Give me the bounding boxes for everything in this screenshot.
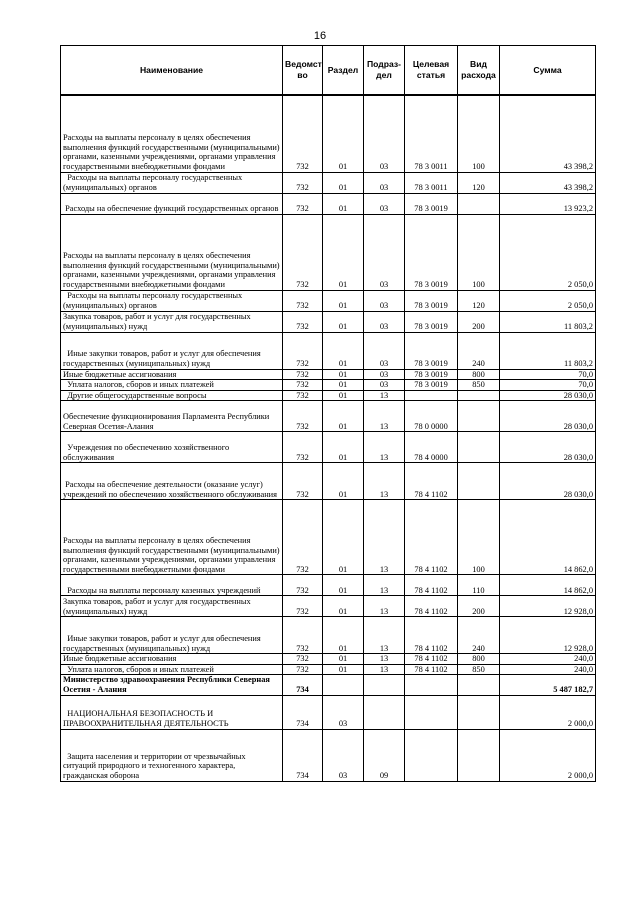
table-row: [61, 369, 596, 380]
row-section-cell: 01: [323, 380, 364, 391]
row-section-cell: 01: [323, 214, 364, 290]
row-sum-cell: 28 030,0: [500, 432, 596, 463]
row-subsection-cell: 13: [364, 432, 405, 463]
row-name-cell: Другие общегосударственные вопросы: [61, 390, 283, 401]
row-expense-kind-cell: 240: [458, 332, 500, 369]
table-row: [61, 575, 596, 596]
row-sum-cell: 11 803,2: [500, 332, 596, 369]
row-subsection-cell: 13: [364, 401, 405, 432]
header-subsection: Подраз- дел: [364, 46, 405, 96]
row-sum-cell: 14 862,0: [500, 500, 596, 575]
row-section-cell: 01: [323, 95, 364, 172]
table-row: [61, 311, 596, 332]
table-row: [61, 500, 596, 575]
row-expense-kind-cell: [458, 193, 500, 214]
row-sum-cell: 14 862,0: [500, 575, 596, 596]
row-target-article-cell: [405, 390, 458, 401]
row-name-cell: Расходы на выплаты персоналу в целях обеспечения выполнения функций государственными (муниципальными) органами, казенными учреждениями, органами управления государственными внебюджетными фондами: [61, 214, 283, 290]
row-subsection-cell: 03: [364, 332, 405, 369]
row-department-cell: 732: [283, 654, 323, 665]
row-expense-kind-cell: 100: [458, 95, 500, 172]
row-sum-cell: 2 000,0: [500, 729, 596, 781]
row-section-cell: 01: [323, 369, 364, 380]
table-row: [61, 596, 596, 617]
table-row: [61, 617, 596, 654]
row-target-article-cell: 78 3 0011: [405, 95, 458, 172]
table-body: [61, 95, 596, 781]
row-section-cell: 01: [323, 432, 364, 463]
row-target-article-cell: [405, 729, 458, 781]
row-department-cell: 732: [283, 380, 323, 391]
row-department-cell: 732: [283, 311, 323, 332]
table-row: [61, 432, 596, 463]
header-department: Ведомст во: [283, 46, 323, 96]
row-target-article-cell: 78 3 0019: [405, 380, 458, 391]
row-section-cell: 03: [323, 729, 364, 781]
row-expense-kind-cell: 850: [458, 380, 500, 391]
table-row: [61, 380, 596, 391]
row-section-cell: 01: [323, 390, 364, 401]
row-name-cell: Обеспечение функционирования Парламента Республики Северная Осетия-Алания: [61, 401, 283, 432]
row-name-cell: Расходы на выплаты персоналу в целях обеспечения выполнения функций государственными (муниципальными) органами, казенными учреждениями, органами управления государственными внебюджетными фондами: [61, 95, 283, 172]
row-target-article-cell: 78 4 1102: [405, 500, 458, 575]
row-subsection-cell: 13: [364, 500, 405, 575]
row-subsection-cell: 03: [364, 214, 405, 290]
row-section-cell: 01: [323, 664, 364, 675]
row-sum-cell: 5 487 182,7: [500, 675, 596, 695]
row-name-cell: Защита населения и территории от чрезвычайных ситуаций природного и техногенного характера, гражданская оборона: [61, 729, 283, 781]
row-expense-kind-cell: [458, 729, 500, 781]
row-department-cell: 732: [283, 432, 323, 463]
row-expense-kind-cell: 110: [458, 575, 500, 596]
row-subsection-cell: 13: [364, 664, 405, 675]
row-expense-kind-cell: [458, 695, 500, 729]
row-expense-kind-cell: 800: [458, 369, 500, 380]
row-subsection-cell: [364, 675, 405, 695]
row-target-article-cell: 78 4 1102: [405, 596, 458, 617]
row-sum-cell: 2 000,0: [500, 695, 596, 729]
row-name-cell: Расходы на выплаты персоналу казенных учреждений: [61, 575, 283, 596]
row-expense-kind-cell: 100: [458, 214, 500, 290]
row-department-cell: 732: [283, 596, 323, 617]
row-name-cell: Иные бюджетные ассигнования: [61, 369, 283, 380]
row-section-cell: 01: [323, 500, 364, 575]
table-row: [61, 695, 596, 729]
row-department-cell: 732: [283, 401, 323, 432]
row-target-article-cell: 78 4 0000: [405, 432, 458, 463]
row-name-cell: Иные закупки товаров, работ и услуг для обеспечения государственных (муниципальных) нужд: [61, 332, 283, 369]
row-expense-kind-cell: [458, 432, 500, 463]
row-name-cell: Иные закупки товаров, работ и услуг для обеспечения государственных (муниципальных) нужд: [61, 617, 283, 654]
row-subsection-cell: 09: [364, 729, 405, 781]
row-subsection-cell: 03: [364, 193, 405, 214]
header-name: Наименование: [61, 46, 283, 96]
row-expense-kind-cell: [458, 401, 500, 432]
row-department-cell: 732: [283, 95, 323, 172]
row-name-cell: Уплата налогов, сборов и иных платежей: [61, 664, 283, 675]
table-row: [61, 390, 596, 401]
row-subsection-cell: 03: [364, 369, 405, 380]
row-name-cell: Закупка товаров, работ и услуг для государственных (муниципальных) нужд: [61, 596, 283, 617]
row-expense-kind-cell: [458, 463, 500, 500]
row-sum-cell: 240,0: [500, 664, 596, 675]
table-row: [61, 675, 596, 695]
row-sum-cell: 43 398,2: [500, 172, 596, 193]
row-subsection-cell: 03: [364, 290, 405, 311]
table-row: [61, 729, 596, 781]
row-target-article-cell: 78 3 0019: [405, 214, 458, 290]
row-department-cell: 732: [283, 664, 323, 675]
row-expense-kind-cell: 120: [458, 172, 500, 193]
header-sum: Сумма: [500, 46, 596, 96]
row-name-cell: Расходы на выплаты персоналу в целях обеспечения выполнения функций государственными (муниципальными) органами, казенными учреждениями, органами управления государственными внебюджетными фондами: [61, 500, 283, 575]
row-subsection-cell: 03: [364, 380, 405, 391]
header-target-article: Целевая статья: [405, 46, 458, 96]
row-sum-cell: 28 030,0: [500, 401, 596, 432]
row-sum-cell: 2 050,0: [500, 290, 596, 311]
row-target-article-cell: 78 3 0019: [405, 332, 458, 369]
row-sum-cell: 12 928,0: [500, 596, 596, 617]
row-subsection-cell: 03: [364, 95, 405, 172]
row-expense-kind-cell: 120: [458, 290, 500, 311]
row-sum-cell: 28 030,0: [500, 390, 596, 401]
row-subsection-cell: 13: [364, 654, 405, 665]
row-name-cell: Расходы на обеспечение функций государственных органов: [61, 193, 283, 214]
table-row: [61, 95, 596, 172]
row-expense-kind-cell: 850: [458, 664, 500, 675]
row-expense-kind-cell: 200: [458, 596, 500, 617]
row-sum-cell: 11 803,2: [500, 311, 596, 332]
row-section-cell: 03: [323, 695, 364, 729]
row-sum-cell: 12 928,0: [500, 617, 596, 654]
row-name-cell: Закупка товаров, работ и услуг для государственных (муниципальных) нужд: [61, 311, 283, 332]
row-target-article-cell: 78 3 0011: [405, 172, 458, 193]
table-row: [61, 290, 596, 311]
row-target-article-cell: 78 4 1102: [405, 463, 458, 500]
row-section-cell: [323, 675, 364, 695]
row-sum-cell: 240,0: [500, 654, 596, 665]
table-row: [61, 193, 596, 214]
table-row: [61, 401, 596, 432]
table-row: [61, 664, 596, 675]
row-name-cell: Расходы на обеспечение деятельности (оказание услуг) учреждений по обеспечению хозяйственного обслуживания: [61, 463, 283, 500]
row-name-cell: Иные бюджетные ассигнования: [61, 654, 283, 665]
row-sum-cell: 43 398,2: [500, 95, 596, 172]
row-subsection-cell: 13: [364, 617, 405, 654]
row-section-cell: 01: [323, 617, 364, 654]
row-target-article-cell: 78 3 0019: [405, 193, 458, 214]
row-department-cell: 732: [283, 290, 323, 311]
page-number: 16: [313, 30, 327, 42]
row-sum-cell: 70,0: [500, 369, 596, 380]
row-department-cell: 732: [283, 500, 323, 575]
row-section-cell: 01: [323, 654, 364, 665]
row-sum-cell: 70,0: [500, 380, 596, 391]
row-department-cell: 732: [283, 463, 323, 500]
table-row: [61, 654, 596, 665]
row-section-cell: 01: [323, 401, 364, 432]
row-department-cell: 732: [283, 172, 323, 193]
row-target-article-cell: 78 3 0019: [405, 290, 458, 311]
table-row: [61, 463, 596, 500]
row-target-article-cell: 78 4 1102: [405, 664, 458, 675]
row-department-cell: 732: [283, 390, 323, 401]
row-section-cell: 01: [323, 290, 364, 311]
row-target-article-cell: 78 4 1102: [405, 617, 458, 654]
row-subsection-cell: 13: [364, 463, 405, 500]
row-target-article-cell: 78 3 0019: [405, 311, 458, 332]
row-department-cell: 732: [283, 193, 323, 214]
row-section-cell: 01: [323, 575, 364, 596]
table-row: [61, 332, 596, 369]
header-expense-kind: Вид расхода: [458, 46, 500, 96]
row-target-article-cell: [405, 675, 458, 695]
row-sum-cell: 2 050,0: [500, 214, 596, 290]
row-department-cell: 734: [283, 729, 323, 781]
row-department-cell: 732: [283, 617, 323, 654]
row-department-cell: 734: [283, 675, 323, 695]
row-target-article-cell: [405, 695, 458, 729]
row-subsection-cell: 13: [364, 575, 405, 596]
row-expense-kind-cell: 100: [458, 500, 500, 575]
row-department-cell: 732: [283, 575, 323, 596]
row-name-cell: Уплата налогов, сборов и иных платежей: [61, 380, 283, 391]
row-section-cell: 01: [323, 463, 364, 500]
row-section-cell: 01: [323, 193, 364, 214]
row-section-cell: 01: [323, 311, 364, 332]
row-sum-cell: 13 923,2: [500, 193, 596, 214]
row-subsection-cell: 13: [364, 390, 405, 401]
row-expense-kind-cell: [458, 390, 500, 401]
row-section-cell: 01: [323, 172, 364, 193]
row-expense-kind-cell: [458, 675, 500, 695]
row-department-cell: 732: [283, 332, 323, 369]
row-department-cell: 734: [283, 695, 323, 729]
row-subsection-cell: 03: [364, 172, 405, 193]
budget-table: [60, 45, 596, 782]
row-department-cell: 732: [283, 214, 323, 290]
row-subsection-cell: [364, 695, 405, 729]
row-expense-kind-cell: 200: [458, 311, 500, 332]
row-name-cell: Расходы на выплаты персоналу государственных (муниципальных) органов: [61, 290, 283, 311]
row-name-cell: Расходы на выплаты персоналу государственных (муниципальных) органов: [61, 172, 283, 193]
table-row: [61, 214, 596, 290]
row-expense-kind-cell: 240: [458, 617, 500, 654]
row-sum-cell: 28 030,0: [500, 463, 596, 500]
row-subsection-cell: 13: [364, 596, 405, 617]
header-section: Раздел: [323, 46, 364, 96]
table-header-row: [61, 46, 596, 96]
row-section-cell: 01: [323, 332, 364, 369]
row-target-article-cell: 78 0 0000: [405, 401, 458, 432]
row-department-cell: 732: [283, 369, 323, 380]
row-section-cell: 01: [323, 596, 364, 617]
row-target-article-cell: 78 4 1102: [405, 575, 458, 596]
row-subsection-cell: 03: [364, 311, 405, 332]
row-name-cell: НАЦИОНАЛЬНАЯ БЕЗОПАСНОСТЬ И ПРАВООХРАНИТЕЛЬНАЯ ДЕЯТЕЛЬНОСТЬ: [61, 695, 283, 729]
table-row: [61, 172, 596, 193]
row-target-article-cell: 78 4 1102: [405, 654, 458, 665]
row-name-cell: Министерство здравоохранения Республики Северная Осетия - Алания: [61, 675, 283, 695]
row-name-cell: Учреждения по обеспечению хозяйственного обслуживания: [61, 432, 283, 463]
row-target-article-cell: 78 3 0019: [405, 369, 458, 380]
row-expense-kind-cell: 800: [458, 654, 500, 665]
